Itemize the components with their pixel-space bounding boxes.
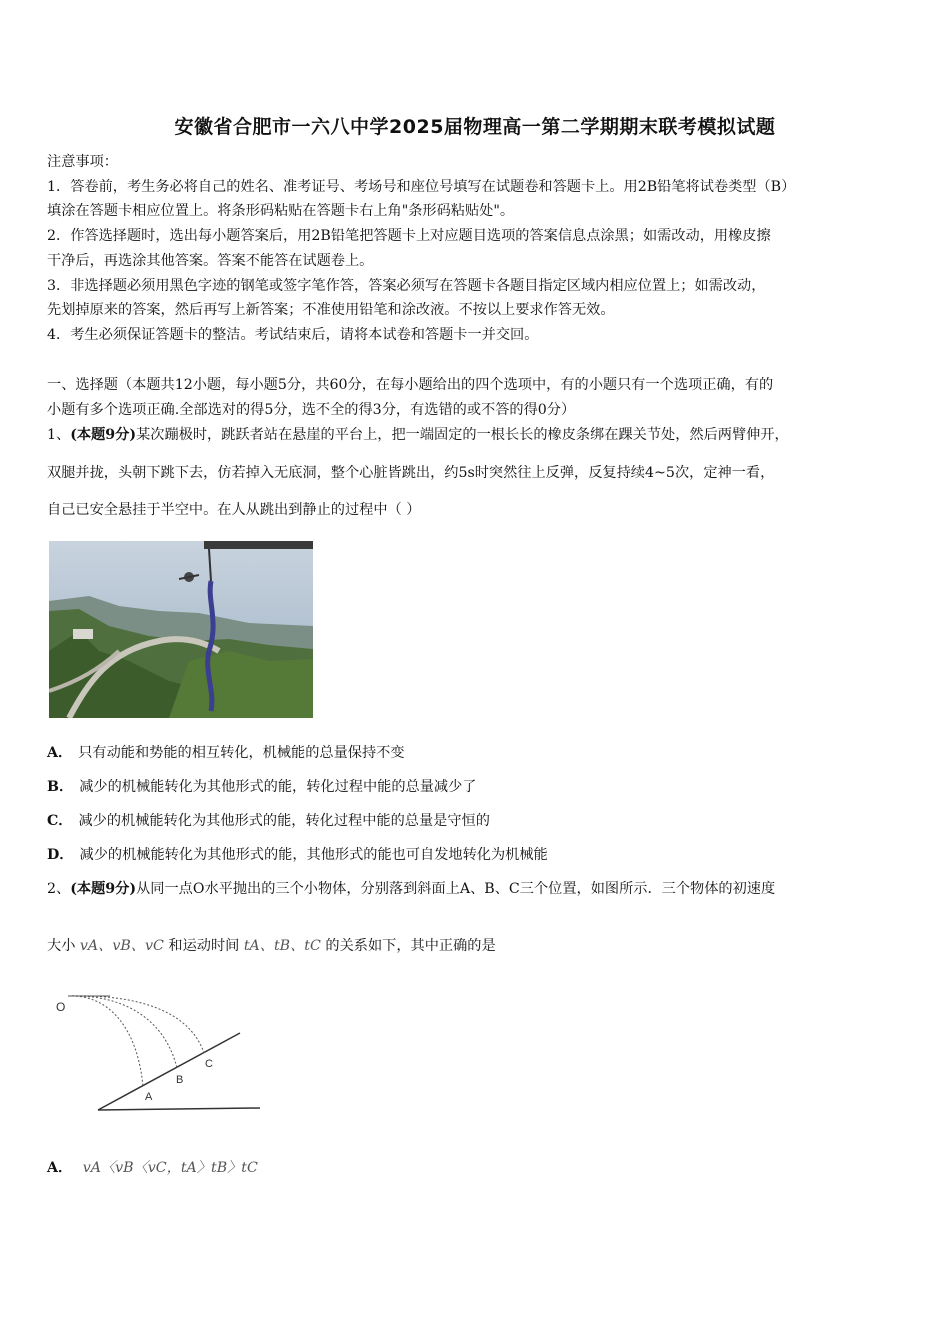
section-heading: 一、选择题（本题共12小题，每小题5分，共60分，在每小题给出的四个选项中，有的小题只有一个选项正确，有的 [47,377,774,393]
trajectory-a [68,996,143,1087]
question-text: 自己已安全悬挂于半空中。在人从跳出到静止的过程中（ ） [47,502,421,518]
trajectory-c [68,996,204,1053]
notice-line: 干净后，再选涂其他答案。答案不能答在试题卷上。 [47,253,374,269]
notice-line: 填涂在答题卡相应位置上。将条形码粘贴在答题卡右上角"条形码粘贴处"。 [47,203,515,219]
notice-heading: 注意事项： [47,154,118,170]
bungee-photo [49,541,313,718]
question-text: 某次蹦极时，跳跃者站在悬崖的平台上，把一端固定的一根长长的橡皮条绑在踝关节处，然后两臂伸开， [136,427,789,443]
incline-line [98,1033,240,1110]
velocity-symbols: vA、vB、vC [79,938,164,954]
question-text: 从同一点O水平抛出的三个小物体，分别落到斜面上A、B、C三个位置，如图所示．三个物体的初速度 [136,881,776,897]
ground-line [98,1108,260,1110]
page-title: 安徽省合肥市一六八中学2025届物理高一第二学期期末联考模拟试题 [174,116,776,138]
option-a[interactable]: A． 只有动能和势能的相互转化，机械能的总量保持不变 [47,745,405,761]
notice-line: 4．考生必须保证答题卡的整洁。考试结束后，请将本试卷和答题卡一并交回。 [47,327,539,343]
label-c: C [205,1058,213,1070]
section-heading: 小题有多个选项正确.全部选对的得5分，选不全的得3分，有选错的或不答的得0分） [47,402,576,418]
question-number: 2、 [47,881,71,897]
projectile-diagram [50,990,265,1115]
option-a-expression: vA〈vB〈vC，tA〉tB〉tC [82,1160,258,1176]
question-number: 1、 [47,427,71,443]
notice-line: 3．非选择题必须用黑色字迹的钢笔或签字笔作答，答案必须写在答题卡各题目指定区域内相应位置上；如需改动， [47,278,766,294]
option-d[interactable]: D． 减少的机械能转化为其他形式的能，其他形式的能也可自发地转化为机械能 [47,847,548,863]
option-c[interactable]: C． 减少的机械能转化为其他形式的能，转化过程中能的总量是守恒的 [47,813,490,829]
notice-line: 1．答卷前，考生务必将自己的姓名、准考证号、考场号和座位号填写在试题卷和答题卡上。用2B铅笔将试卷类型（B） [47,179,796,195]
notice-line: 2．作答选择题时，选出每小题答案后，用2B铅笔把答题卡上对应题目选项的答案信息点涂黑；如需改动，用橡皮擦 [47,228,771,244]
time-symbols: tA、tB、tC [243,938,321,954]
question-text: 双腿并拢，头朝下跳下去，仿若掉入无底洞，整个心脏皆跳出，约5s时突然往上反弹，反复持续4~5次，定神一看， [47,465,775,481]
label-a: A [145,1091,153,1103]
question-2-line2: 大小 vA、vB、vC 和运动时间 tA、tB、tC 的关系如下，其中正确的是 [47,938,496,954]
label-o: O [56,1000,66,1014]
notice-line: 先划掉原来的答案，然后再写上新答案；不准使用铅笔和涂改液。不按以上要求作答无效。 [47,302,615,318]
trajectory-b [68,996,177,1068]
question-2-stem [47,879,775,899]
bungee-photo-illustration [49,541,313,718]
label-b: B [176,1074,184,1086]
q2-option-a[interactable]: A． vA〈vB〈vC，tA〉tB〉tC [47,1160,258,1176]
question-1-stem [47,425,789,445]
question-points: (本题9分) [70,881,137,897]
question-points: (本题9分) [70,427,137,443]
option-b[interactable]: B． 减少的机械能转化为其他形式的能，转化过程中能的总量减少了 [47,779,477,795]
